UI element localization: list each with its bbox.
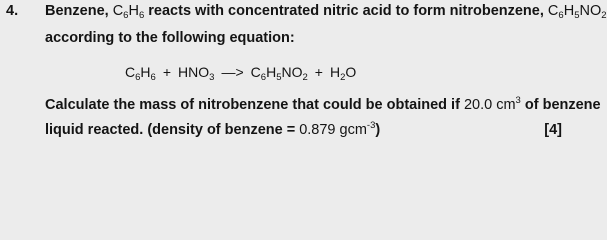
r2-text: HNO <box>178 64 210 80</box>
prompt-text-1: Calculate the mass of nitrobenzene that could be obtained if <box>45 97 464 113</box>
benzene-formula <box>113 3 145 19</box>
p2-h: H <box>329 64 341 80</box>
marks-label: [4] <box>544 122 562 138</box>
benzene-h-sub: 6 <box>138 10 145 21</box>
nitrobenzene-c: C <box>547 3 559 19</box>
intro-text-2: reacts with concentrated nitric acid to form nitrobenzene, <box>144 3 548 19</box>
p1-c: C <box>250 64 261 80</box>
prompt-text-3: liquid reacted. (density of benzene = <box>45 122 300 138</box>
question-prompt-line-2 <box>45 121 380 139</box>
p1-no: NO <box>281 64 303 80</box>
intro-text-1: Benzene, <box>45 3 113 19</box>
nitrobenzene-h: H <box>563 3 575 19</box>
product-water <box>329 64 357 83</box>
nitrobenzene-h-sub: 5 <box>574 10 580 21</box>
r1-h: H <box>140 64 151 80</box>
density-value <box>299 122 375 138</box>
benzene-c-sub: 6 <box>123 10 129 21</box>
benzene-h: H <box>128 3 139 19</box>
density-text: 0.879 gcm <box>299 122 367 138</box>
nitrobenzene-o-sub: 2 <box>601 10 607 21</box>
density-sup: -3 <box>366 120 376 131</box>
question-intro-line-1 <box>45 2 607 20</box>
question-intro-line-2: according to the following equation: <box>45 30 295 46</box>
prompt-text-2: of benzene <box>520 97 601 113</box>
nitrobenzene-formula <box>548 3 607 19</box>
p1-h-sub: 5 <box>276 72 282 83</box>
r1-c: C <box>125 64 136 80</box>
prompt-text-4: ) <box>375 122 381 138</box>
question-prompt-line-1 <box>45 96 601 114</box>
product-nitrobenzene <box>250 64 308 83</box>
p2-h-sub: 2 <box>340 72 346 83</box>
p1-o-sub: 2 <box>302 72 308 83</box>
reactant-benzene <box>125 64 156 83</box>
p1-h: H <box>266 64 277 80</box>
chemical-equation <box>125 63 356 81</box>
plus-sign-1: + <box>162 64 172 80</box>
question-number: 4. <box>6 3 19 19</box>
p2-o: O <box>345 64 357 80</box>
plus-sign-2: + <box>314 64 323 80</box>
nitrobenzene-c-sub: 6 <box>558 10 564 21</box>
volume-value <box>464 97 521 113</box>
reaction-arrow: —> <box>221 64 244 80</box>
volume-sup: 3 <box>515 95 521 106</box>
nitrobenzene-no: NO <box>579 3 602 19</box>
r1-c-sub: 6 <box>135 72 141 83</box>
benzene-c: C <box>112 3 124 19</box>
p1-c-sub: 6 <box>260 72 267 83</box>
r2-sub: 3 <box>209 72 215 83</box>
volume-text: 20.0 cm <box>463 97 516 113</box>
reactant-nitric-acid <box>178 64 215 83</box>
r1-h-sub: 6 <box>150 72 156 83</box>
